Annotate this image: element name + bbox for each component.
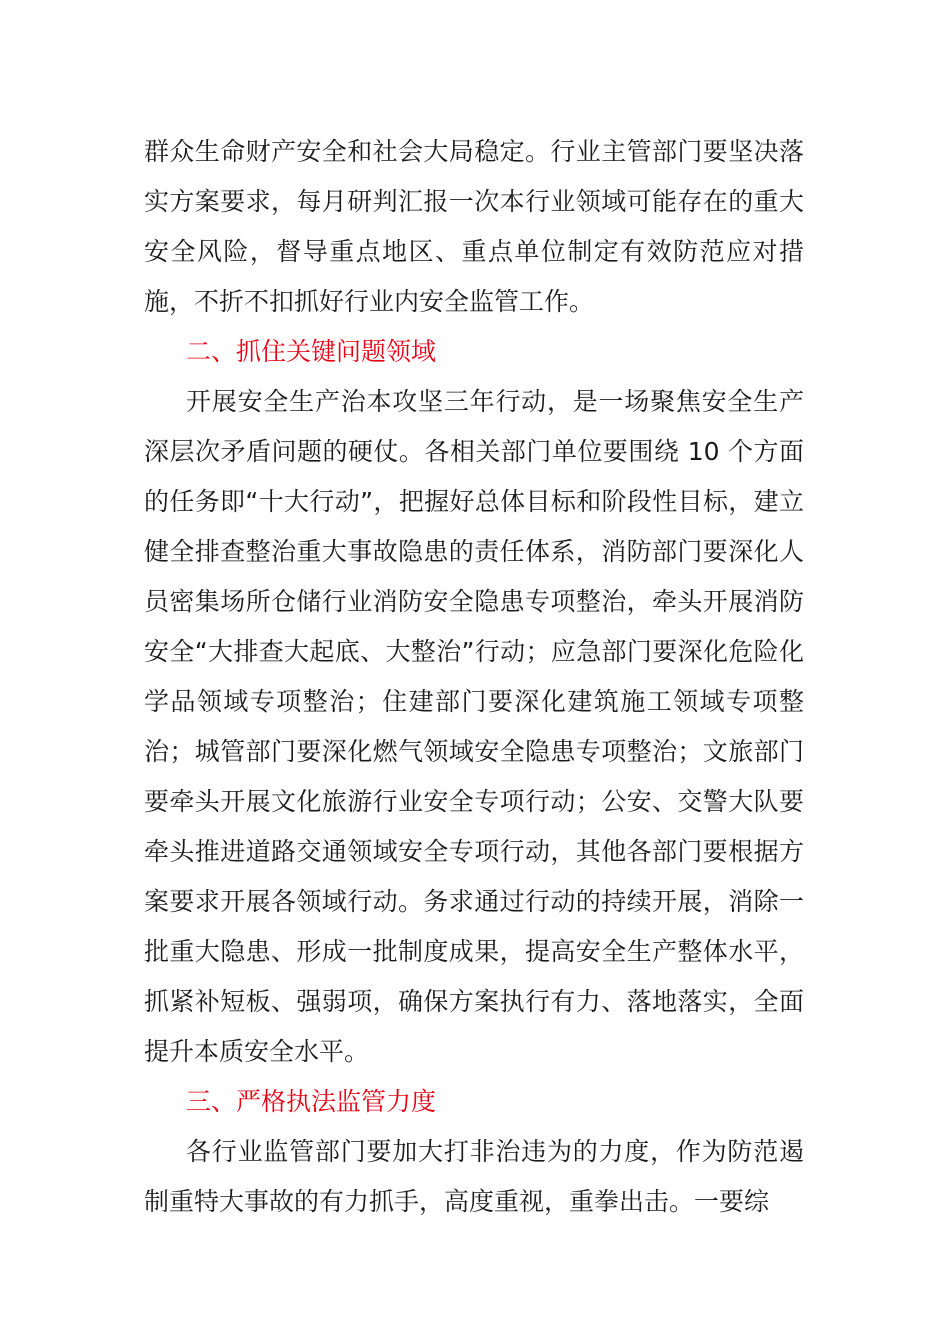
body-paragraph-section-2: 开展安全生产治本攻坚三年行动，是一场聚焦安全生产深层次矛盾问题的硬仗。各相关部门单位要围绕 10 个方面的任务即“十大行动”，把握好总体目标和阶段性目标，建立健全排查整治重大事故隐患的责任体系，消防部门要深化人员密集场所仓储行业消防安全隐患专项整治，牵头开展消防安全“大排查大起底、大整治”行动；应急部门要深化危险化学品领域专项整治；住建部门要深化建筑施工领域专项整治；城管部门要深化燃气领域安全隐患专项整治；文旅部门要牵头开展文化旅游行业安全专项行动；公安、交警大队要牵头推进道路交通领域安全专项行动，其他各部门要根据方案要求开展各领域行动。务求通过行动的持续开展，消除一批重大隐患、形成一批制度成果，提高安全生产整体水平，抓紧补短板、强弱项，确保方案执行有力、落地落实，全面提升本质安全水平。 [144,387,804,1066]
section-heading-2: 二、抓住关键问题领域 [186,337,437,366]
body-paragraph-section-3: 各行业监管部门要加大打非治违为的力度，作为防范遏制重特大事故的有力抓手，高度重视，重拳出击。一要综 [144,1137,804,1216]
document-body [144,127,804,1227]
section-heading-3: 三、严格执法监管力度 [186,1087,437,1116]
body-paragraph-continued: 群众生命财产安全和社会大局稳定。行业主管部门要坚决落实方案要求，每月研判汇报一次本行业领域可能存在的重大安全风险，督导重点地区、重点单位制定有效防范应对措施，不折不扣抓好行业内安全监管工作。 [144,137,804,316]
